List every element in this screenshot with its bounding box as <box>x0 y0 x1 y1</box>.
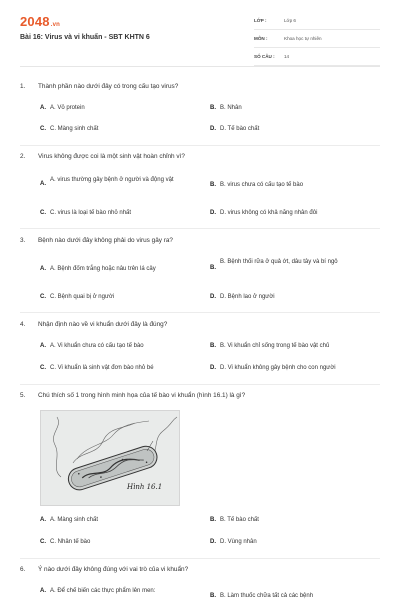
option-d[interactable]: D. D. Vi khuẩn không gây bệnh cho con người <box>210 365 336 371</box>
page-title: Bài 16: Virus và vi khuẩn - SBT KHTN 6 <box>20 34 150 41</box>
option-a[interactable]: A. A. Để chế biến các thực phẩm lên men: <box>40 588 156 594</box>
option-a[interactable]: A. A. virus thường gây bệnh ở người và động vật <box>40 177 174 187</box>
question-3 <box>20 236 380 245</box>
option-c[interactable]: C. C. Màng sinh chất <box>40 126 99 132</box>
question-divider <box>20 558 380 559</box>
question-text: Bệnh nào dưới đây không phải do virus gây ra? <box>38 237 173 244</box>
meta-value: 14 <box>284 54 290 59</box>
meta-row-subject <box>254 30 380 48</box>
figure-caption: Hình 16.1 <box>127 483 163 491</box>
option-a[interactable]: A. A. Màng sinh chất <box>40 517 99 523</box>
option-d[interactable]: D. D. Vùng nhân <box>210 539 257 545</box>
logo-suffix: .vn <box>50 22 61 28</box>
option-b[interactable]: B. B. Làm thuốc chữa tất cả các bệnh <box>210 593 314 599</box>
option-d[interactable]: D. D. virus không có khả năng nhân đôi <box>210 210 318 216</box>
meta-value: Khoa học tự nhiên <box>284 36 322 41</box>
option-c[interactable]: C. C. Vi khuẩn là sinh vật đơn bào nhỏ bé <box>40 365 154 371</box>
question-number: 1. <box>20 83 26 90</box>
option-a[interactable]: A. A. Vỏ protein <box>40 105 85 111</box>
question-divider <box>20 384 380 385</box>
option-c[interactable]: C. C. Bệnh quai bị ở người <box>40 294 115 300</box>
logo-text: 2048 <box>20 14 50 29</box>
question-2 <box>20 152 380 161</box>
option-b[interactable]: B. B. Tế bào chất <box>210 517 259 523</box>
question-number: 4. <box>20 321 26 328</box>
option-b[interactable]: B. B. Vi khuẩn chỉ sống trong tế bào vật chủ <box>210 343 330 349</box>
question-number: 5. <box>20 392 26 399</box>
header-divider <box>20 66 380 67</box>
question-text: Chú thích số 1 trong hình minh họa của tế bào vi khuẩn (hình 16.1) là gì? <box>38 392 246 399</box>
question-1 <box>20 82 380 91</box>
question-text: Thành phần nào dưới đây có trong cấu tạo virus? <box>38 83 179 90</box>
meta-key: LỚP : <box>254 18 267 23</box>
site-logo[interactable] <box>20 14 60 29</box>
meta-value: Lớp 6 <box>284 18 296 23</box>
document-header <box>0 0 400 66</box>
question-number: 2. <box>20 153 26 160</box>
option-a[interactable]: A. A. Vi khuẩn chưa có cấu tạo tế bào <box>40 343 144 349</box>
option-c[interactable]: C. C. virus là loại tế bào nhỏ nhất <box>40 210 132 216</box>
option-b[interactable]: B. B. Nhân <box>210 105 242 111</box>
option-b[interactable]: B. B. virus chưa có cấu tạo tế bào <box>210 182 304 188</box>
question-4 <box>20 320 380 329</box>
question-text: Nhận định nào về vi khuẩn dưới đây là đúng? <box>38 321 168 328</box>
option-a[interactable]: A. A. Bệnh đốm trắng hoặc nâu trên lá cây <box>40 266 156 272</box>
question-text: Virus không được coi là một sinh vật hoàn chỉnh vì? <box>38 153 185 160</box>
meta-row-grade <box>254 12 380 30</box>
question-divider <box>20 312 380 313</box>
meta-key: MÔN : <box>254 36 268 41</box>
question-number: 3. <box>20 237 26 244</box>
meta-key: SỐ CÂU : <box>254 54 275 59</box>
bacterium-figure <box>40 410 180 506</box>
option-c[interactable]: C. C. Nhân tế bào <box>40 539 91 545</box>
question-divider <box>20 228 380 229</box>
meta-row-count <box>254 48 380 66</box>
question-6 <box>20 565 380 574</box>
option-d[interactable]: D. D. Tế bào chất <box>210 126 260 132</box>
meta-table <box>254 12 380 66</box>
bacterium-illustration <box>41 411 180 506</box>
question-text: Ý nào dưới đây không đúng với vai trò của vi khuẩn? <box>38 566 189 573</box>
question-number: 6. <box>20 566 26 573</box>
option-d[interactable]: D. D. Bệnh lao ở người <box>210 294 275 300</box>
question-5 <box>20 391 380 400</box>
question-divider <box>20 145 380 146</box>
option-b[interactable]: B. B. Bệnh thối rữa ở quả ớt, dâu tây và bí ngô <box>210 259 338 271</box>
